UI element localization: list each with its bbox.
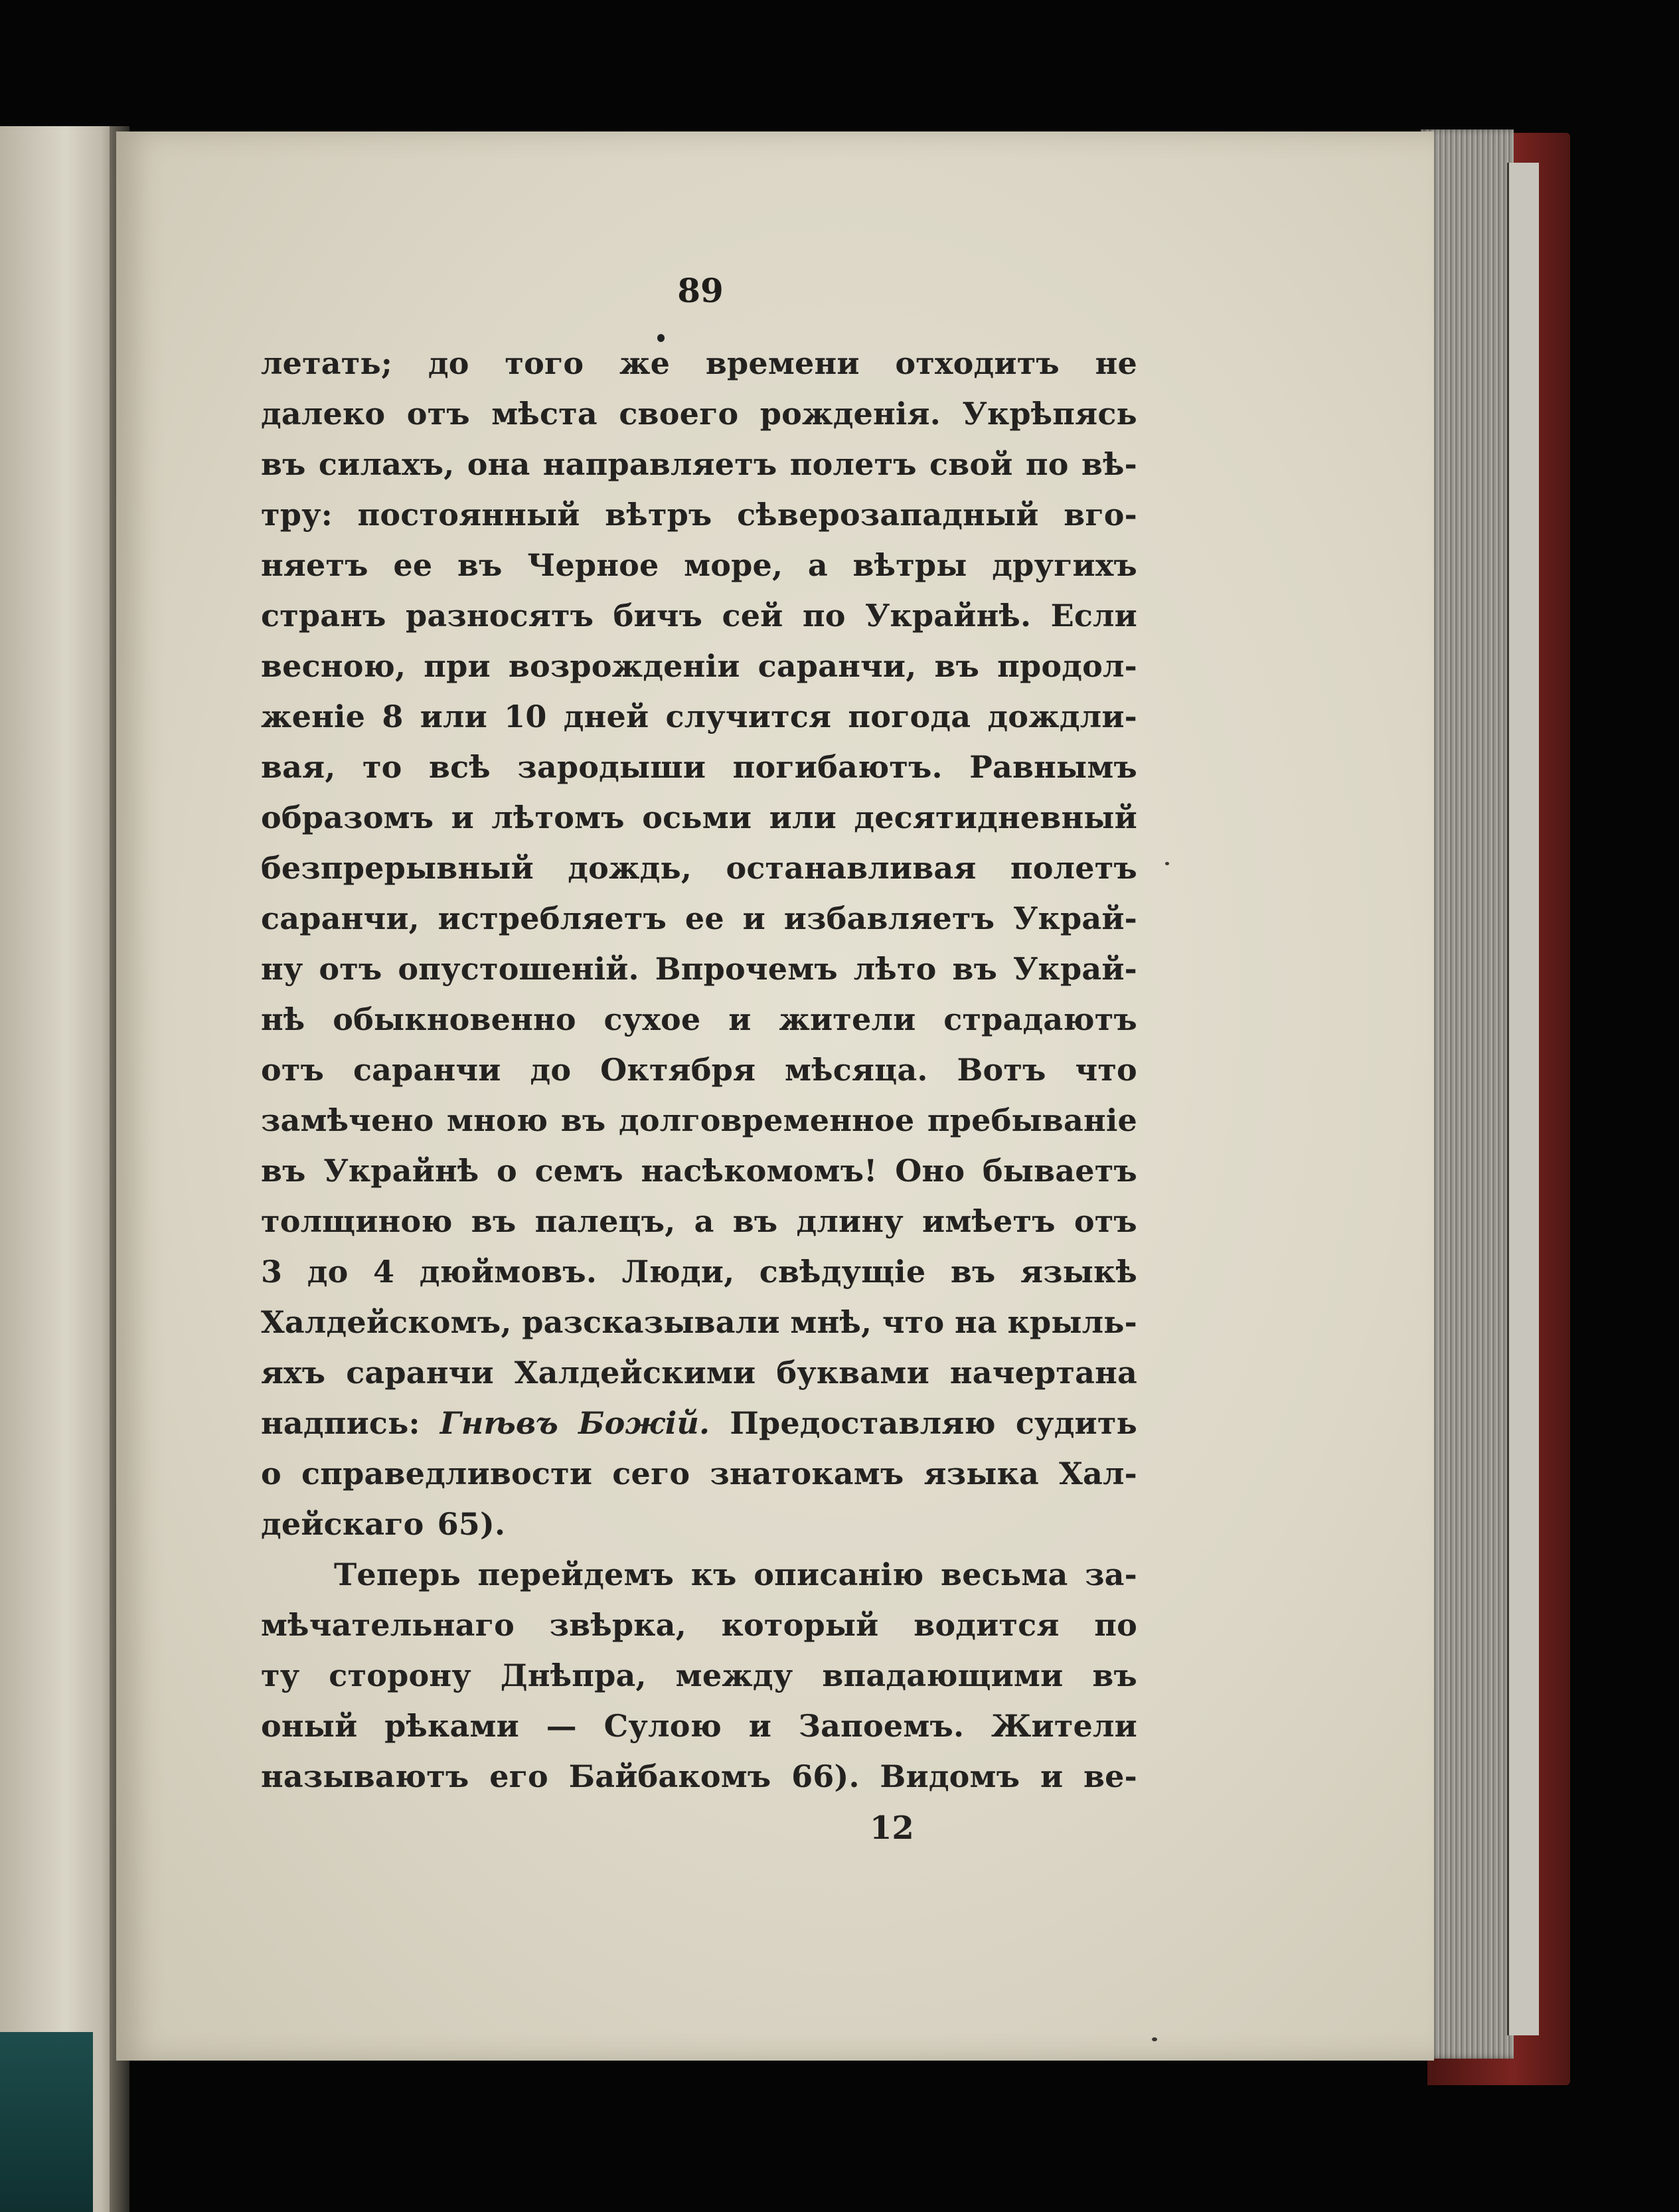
back-board — [1507, 163, 1539, 2035]
text-line: ту сторону Днѣпра, между впадающими въ — [261, 1658, 1137, 1693]
text-line: нѣ обыкновенно сухое и жители страдаютъ — [261, 1001, 1137, 1037]
text-line: надпись: Гнѣвъ Божій. Предоставляю судить — [261, 1405, 1137, 1441]
text-line: образомъ и лѣтомъ осьми или десятидневный — [261, 800, 1137, 835]
footnote-ref-66: 66). — [791, 1758, 860, 1794]
text-line: тру: постоянный вѣтръ сѣверозападный вго- — [261, 497, 1137, 533]
text-line: дейскаго 65). — [261, 1506, 506, 1542]
ink-dot — [657, 334, 665, 342]
text-line: летать; до того же времени отходитъ не — [261, 345, 1137, 381]
page-number: 89 — [677, 271, 724, 310]
footnote-ref-65: 65). — [437, 1506, 506, 1542]
text-line: безпрерывный дождь, останавливая полетъ — [261, 850, 1137, 886]
text-line: ну отъ опустошеній. Впрочемъ лѣто въ Украй- — [261, 951, 1137, 987]
page-text — [261, 345, 1137, 1809]
text-line: весною, при возрожденіи саранчи, въ продол- — [261, 648, 1137, 684]
text-line: яхъ саранчи Халдейскими буквами начертана — [261, 1355, 1137, 1391]
text-line: отъ саранчи до Октября мѣсяца. Вотъ что — [261, 1052, 1137, 1088]
paper-speck — [1152, 2037, 1157, 2041]
text-line: саранчи, истребляетъ ее и избавляетъ Украй- — [261, 900, 1137, 936]
left-page-edge — [0, 126, 120, 2212]
italic-phrase: Гнѣвъ — [440, 1405, 559, 1441]
text-line: оный рѣками — Сулою и Запоемъ. Жители — [261, 1708, 1137, 1744]
left-cover-edge — [0, 2032, 93, 2212]
text-line: о справедливости сего знатокамъ языка Хал- — [261, 1456, 1137, 1491]
text-line: мѣчательнаго звѣрка, который водится по — [261, 1607, 1137, 1643]
text-line: замѣчено мною въ долговременное пребываніе — [261, 1102, 1137, 1138]
text-line: няетъ ее въ Черное море, а вѣтры другихъ — [261, 547, 1137, 583]
page-edges — [1421, 129, 1514, 2059]
paper-speck — [1165, 862, 1169, 865]
text-line: Халдейскомъ, разсказывали мнѣ, что на крыль- — [261, 1304, 1137, 1340]
text-line: толщиною въ палецъ, а въ длину имѣетъ отъ — [261, 1203, 1137, 1239]
text-line: въ Украйнѣ о семъ насѣкомомъ! Оно бываетъ — [261, 1153, 1137, 1189]
text-line: вая, то всѣ зародыши погибаютъ. Равнымъ — [261, 749, 1137, 785]
text-line: Теперь перейдемъ къ описанію весьма за- — [334, 1557, 1137, 1592]
text-line: женіе 8 или 10 дней случится погода дождли- — [261, 699, 1137, 734]
text-line: далеко отъ мѣста своего рожденія. Укрѣпясь — [261, 396, 1137, 432]
text-line: въ силахъ, она направляетъ полетъ свой по вѣ- — [261, 446, 1137, 482]
signature-mark: 12 — [870, 1810, 914, 1847]
text-line: странъ разносятъ бичъ сей по Украйнѣ. Если — [261, 598, 1137, 634]
italic-phrase: Божій. — [578, 1405, 710, 1441]
text-line: 3 до 4 дюймовъ. Люди, свѣдущіе въ языкѣ — [261, 1254, 1137, 1290]
text-line: называютъ его Байбакомъ 66). Видомъ и ве- — [261, 1758, 1137, 1794]
